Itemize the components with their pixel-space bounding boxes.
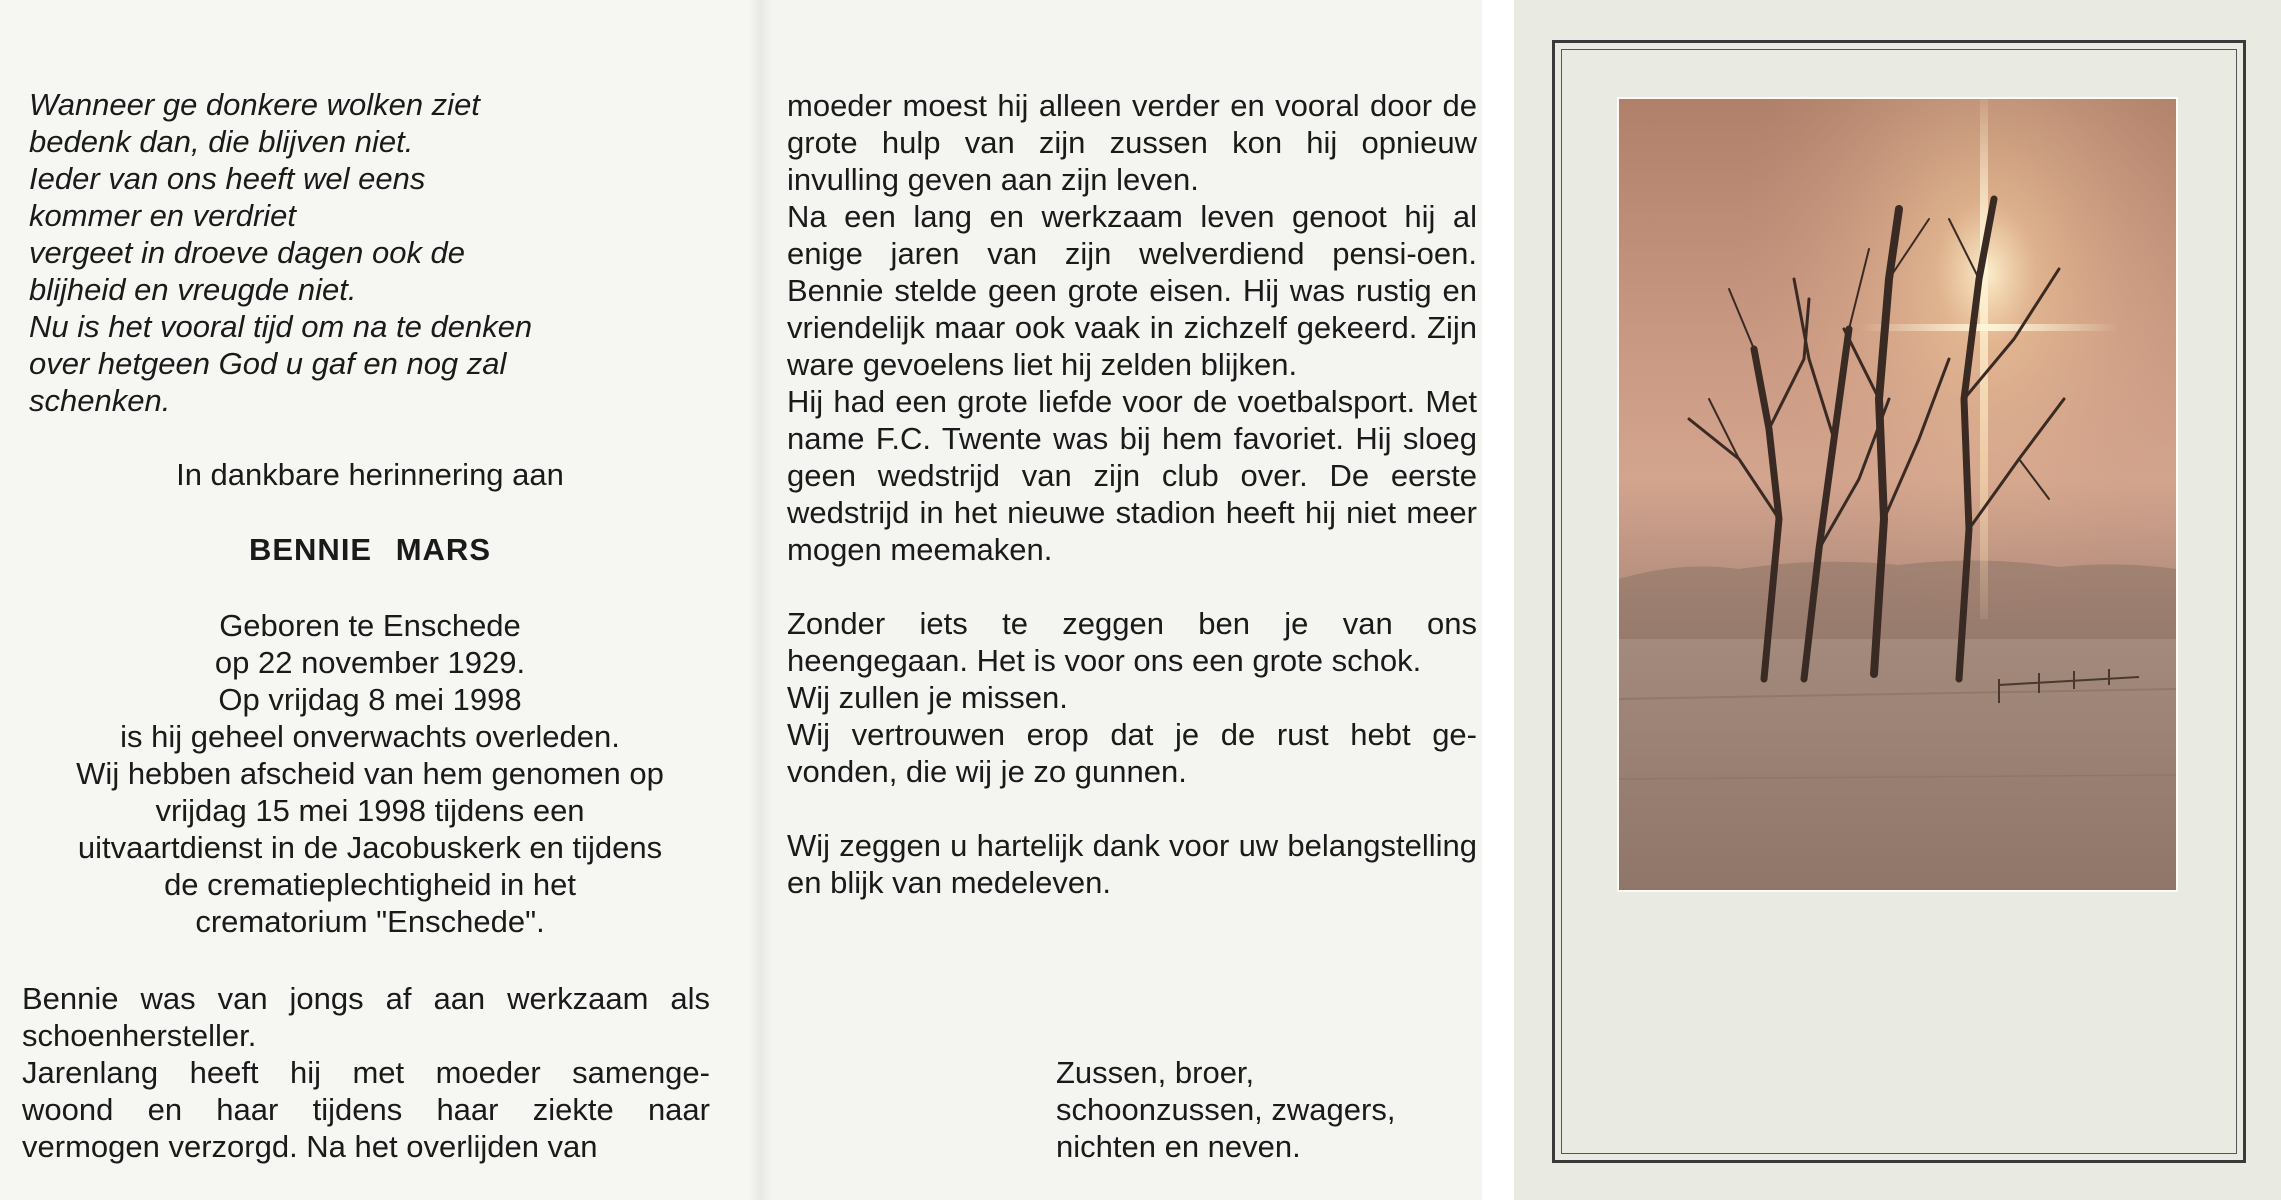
poem: [29, 86, 729, 419]
page-fold: [748, 0, 772, 1200]
biography-paragraph: Zonder iets te zeggen ben je van ons heengegaan. Het is voor ons een grote schok.: [787, 606, 1477, 678]
biography-line: woond en haar tijdens haar ziekte naar: [22, 1092, 710, 1127]
biography-line: Bennie was van jongs af aan werkzaam als: [22, 981, 710, 1016]
biography-paragraph: Wij vertrouwen erop dat je de rust hebt ge-vonden, die wij je zo gunnen.: [787, 717, 1477, 789]
poem-line: Wanneer ge donkere wolken ziet: [29, 87, 480, 122]
poem-line: Nu is het vooral tijd om na te denken: [29, 309, 533, 344]
poem-line: blijheid en vreugde niet.: [29, 272, 357, 307]
signature-line: nichten en neven.: [1056, 1129, 1301, 1164]
biography-continued: [787, 87, 1477, 901]
deceased-name: BENNIE MARS: [248, 532, 491, 567]
biography-paragraph: Hij had een grote liefde voor de voetbalsport. Met name F.C. Twente was bij hem favoriet. Hij sloeg geen wedstrijd van zijn club over. De eerste wedstrijd in het nieuwe stadion heeft hij niet meer mogen meemaken.: [787, 384, 1477, 567]
biography-line: vermogen verzorgd. Na het overlijden van: [22, 1129, 598, 1164]
family-signature: [1056, 1054, 1476, 1165]
poem-line: Ieder van ons heeft wel eens: [29, 161, 426, 196]
biography-line: Jarenlang heeft hij met moeder samenge-: [22, 1055, 710, 1090]
biography-start: [22, 980, 710, 1165]
life-dates-line: vrijdag 15 mei 1998 tijdens een: [155, 793, 585, 828]
poem-line: bedenk dan, die blijven niet.: [29, 124, 414, 159]
life-dates-line: de crematieplechtigheid in het: [164, 867, 576, 902]
biography-paragraph: Wij zullen je missen.: [787, 680, 1068, 715]
life-dates-line: Wij hebben afscheid van hem genomen op: [76, 756, 664, 791]
biography-paragraph: Na een lang en werkzaam leven genoot hij al enige jaren van zijn welverdiend pensi-oen. Bennie stelde geen grote eisen. Hij was rustig en vriendelijk maar ook vaak in zichzelf gekeerd. Zijn ware gevoelens liet hij zelden blijken.: [787, 199, 1477, 382]
memorial-intro: In dankbare herinnering aan: [176, 457, 564, 492]
life-dates-line: Geboren te Enschede: [219, 608, 521, 643]
poem-line: schenken.: [29, 383, 171, 418]
life-dates-line: Op vrijdag 8 mei 1998: [218, 682, 522, 717]
life-dates-line: is hij geheel onverwachts overleden.: [120, 719, 620, 754]
life-dates-line: op 22 november 1929.: [214, 645, 526, 680]
poem-line: vergeet in droeve dagen ook de: [29, 235, 466, 270]
signature-line: Zussen, broer,: [1056, 1055, 1255, 1090]
life-dates-line: uitvaartdienst in de Jacobuskerk en tijdens: [77, 830, 663, 865]
poem-line: kommer en verdriet: [29, 198, 297, 233]
cover-photo-trees-cross: [1617, 97, 2178, 892]
signature-line: schoonzussen, zwagers,: [1056, 1092, 1396, 1127]
biography-line: schoenhersteller.: [22, 1018, 257, 1053]
life-dates-line: crematorium "Enschede".: [195, 904, 545, 939]
biography-paragraph: moeder moest hij alleen verder en vooral door de grote hulp van zijn zussen kon hij opnieuw invulling geven aan zijn leven.: [787, 88, 1477, 197]
life-dates: [0, 607, 740, 940]
thanks-paragraph: Wij zeggen u hartelijk dank voor uw belangstelling en blijk van medeleven.: [787, 828, 1477, 900]
poem-line: over hetgeen God u gaf en nog zal: [29, 346, 507, 381]
